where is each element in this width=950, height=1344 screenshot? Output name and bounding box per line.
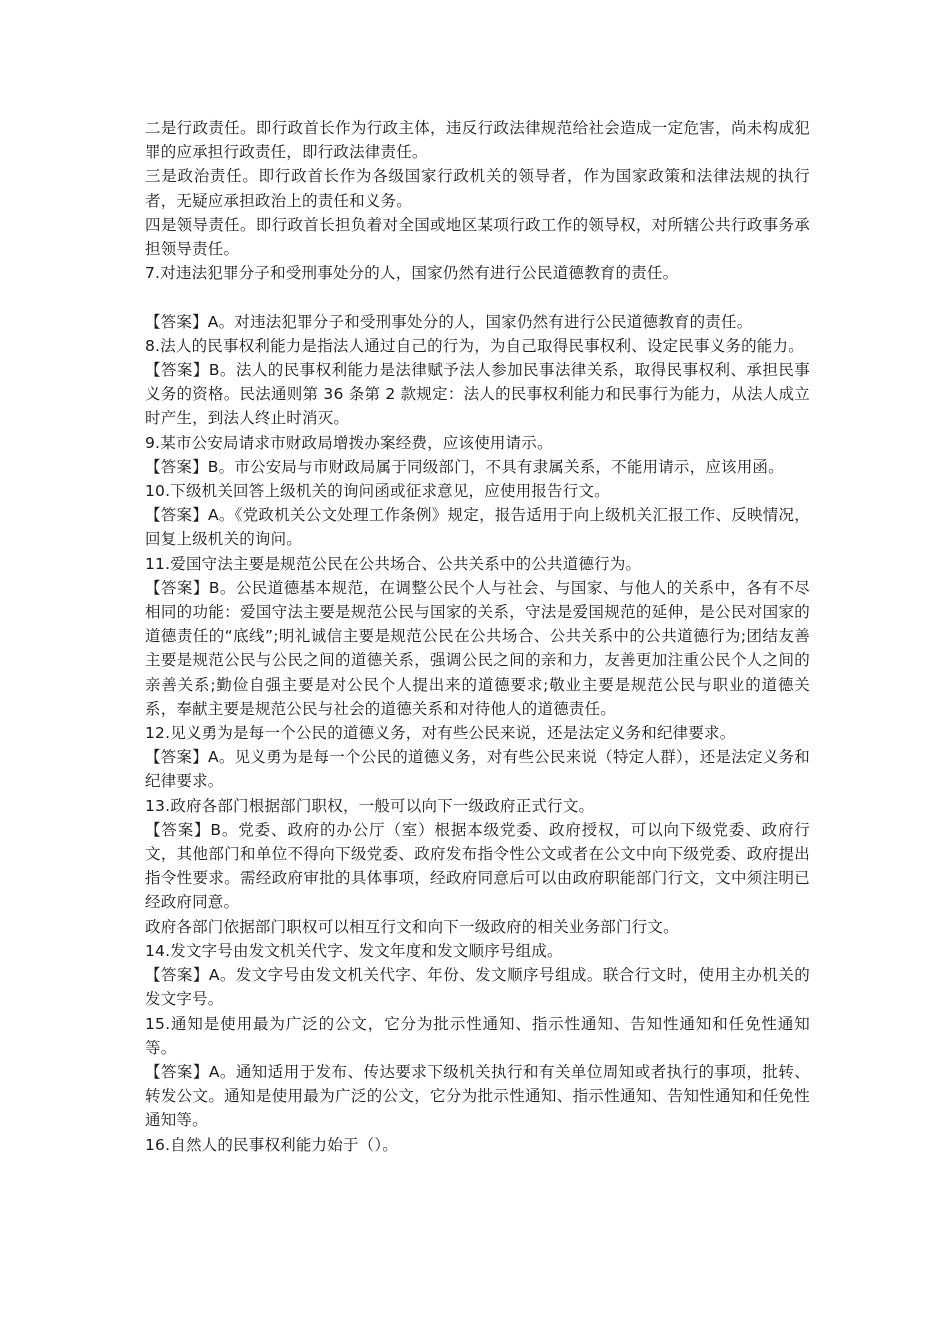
answer-8: 【答案】B。法人的民事权利能力是法律赋予法人参加民事法律关系，取得民事权利、承担民事义务的资格。民法通则第 36 条第 2 款规定：法人的民事权利能力和民事行为能力，从法人成立时产生，到法人终止时消灭。 <box>145 361 810 428</box>
answer-9: 【答案】B。市公安局与市财政局属于同级部门，不具有隶属关系，不能用请示，应该用函。 <box>145 457 784 476</box>
paragraph-leadership-responsibility: 四是领导责任。即行政首长担负着对全国或地区某项行政工作的领导权，对所辖公共行政事务承担领导责任。 <box>145 215 810 259</box>
question-10: 10.下级机关回答上级机关的询问函或征求意见，应使用报告行文。 <box>145 482 610 501</box>
blank-line <box>145 285 810 309</box>
question-11: 11.爱国守法主要是规范公民在公共场合、公共关系中的公共道德行为。 <box>145 554 642 573</box>
document-body <box>145 116 810 1157</box>
question-16: 16.自然人的民事权利能力始于（）。 <box>145 1135 399 1154</box>
question-7: 7.对违法犯罪分子和受刑事处分的人，国家仍然有进行公民道德教育的责任。 <box>145 264 679 283</box>
answer-14: 【答案】A。发文字号由发文机关代字、年份、发文顺序号组成。联合行文时，使用主办机关的发文字号。 <box>145 966 810 1009</box>
answer-10: 【答案】A。《党政机关公文处理工作条例》规定，报告适用于向上级机关汇报工作、反映情况，回复上级机关的询问。 <box>145 506 810 549</box>
question-9: 9.某市公安局请求市财政局增拨办案经费，应该使用请示。 <box>145 433 553 452</box>
answer-13: 【答案】B。党委、政府的办公厅（室）根据本级党委、政府授权，可以向下级党委、政府行文，其他部门和单位不得向下级党委、政府发布指令性公文或者在公文中向下级党委、政府提出指令性要求。需经政府审批的具体事项，经政府同意后可以由政府职能部门行文，文中须注明已经政府同意。 <box>145 820 810 912</box>
question-12: 12.见义勇为是每一个公民的道德义务，对有些公民来说，还是法定义务和纪律要求。 <box>145 724 736 743</box>
answer-15: 【答案】A。通知适用于发布、传达要求下级机关执行和有关单位周知或者执行的事项，批转、转发公文。通知是使用最为广泛的公文，它分为批示性通知、指示性通知、告知性通知和任免性通知等。 <box>145 1062 810 1130</box>
question-14: 14.发文字号由发文机关代字、发文年度和发文顺序号组成。 <box>145 941 563 960</box>
paragraph-administrative-responsibility: 二是行政责任。即行政首长作为行政主体，违反行政法律规范给社会造成一定危害，尚未构成犯罪的应承担行政责任，即行政法律责任。 <box>145 119 810 162</box>
answer-7: 【答案】A。对违法犯罪分子和受刑事处分的人，国家仍然有进行公民道德教育的责任。 <box>145 312 753 331</box>
answer-11: 【答案】B。公民道德基本规范，在调整公民个人与社会、与国家、与他人的关系中，各有不尽相同的功能：爱国守法主要是规范公民与国家的关系，守法是爱国规范的延伸，是公民对国家的道德责任的“底线”;明礼诚信主要是规范公民在公共场合、公共关系中的公共道德行为;团结友善主要是规范公民与公民之间的道德关系，强调公民之间的亲和力，友善更加注重公民个人之间的亲善关系;勤俭自强主要是对公民个人提出来的道德要求;敬业主要是规范公民与职业的道德关系，奉献主要是规范公民与社会的道德关系和对待他人的道德责任。 <box>145 578 810 718</box>
answer-12: 【答案】A。见义勇为是每一个公民的道德义务，对有些公民来说（特定人群），还是法定义务和纪律要求。 <box>145 748 810 791</box>
question-8: 8.法人的民事权利能力是指法人通过自己的行为，为自己取得民事权利、设定民事义务的能力。 <box>145 336 804 355</box>
question-15: 15.通知是使用最为广泛的公文，它分为批示性通知、指示性通知、告知性通知和任免性通知等。 <box>145 1014 810 1057</box>
answer-13-continued: 政府各部门依据部门职权可以相互行文和向下一级政府的相关业务部门行文。 <box>145 917 679 936</box>
paragraph-political-responsibility: 三是政治责任。即行政首长作为各级国家行政机关的领导者，作为国家政策和法律法规的执行者，无疑应承担政治上的责任和义务。 <box>145 167 810 210</box>
question-13: 13.政府各部门根据部门职权，一般可以向下一级政府正式行文。 <box>145 796 595 815</box>
